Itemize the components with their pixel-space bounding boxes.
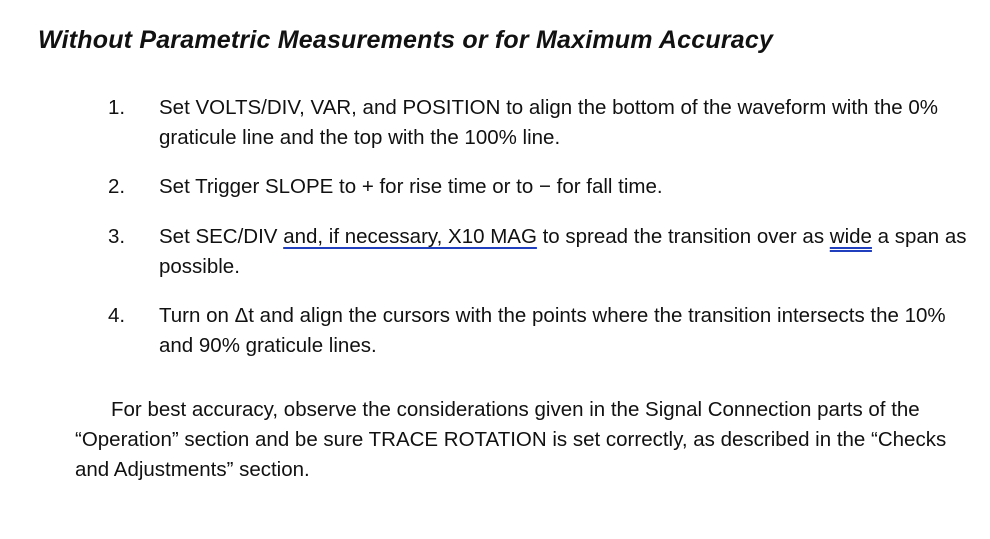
step-number: 4. bbox=[108, 304, 126, 327]
step-1 bbox=[108, 93, 968, 153]
step-4 bbox=[108, 301, 968, 361]
section-heading: Without Parametric Measurements or for Maximum Accuracy bbox=[38, 26, 774, 54]
step-2 bbox=[108, 172, 968, 202]
step-text: Turn on Δt and align the cursors with the points where the transition intersects the 10% and 90% graticule lines. bbox=[159, 304, 946, 357]
step-text: Set Trigger SLOPE to + for rise time or to − for fall time. bbox=[159, 175, 663, 198]
step-number: 2. bbox=[108, 175, 126, 198]
step-text: Set VOLTS/DIV, VAR, and POSITION to align the bottom of the waveform with the 0% graticule line and the top with the 100% line. bbox=[159, 96, 938, 149]
step-text-after: a span as possible. bbox=[159, 225, 967, 278]
underlined-phrase: and, if necessary, X10 MAG bbox=[283, 225, 537, 248]
step-text-before: Set SEC/DIV bbox=[159, 225, 284, 248]
double-underlined-word: wide bbox=[829, 225, 872, 248]
step-text bbox=[159, 222, 968, 282]
procedure-steps bbox=[108, 93, 968, 380]
step-text-middle: to spread the transition over as bbox=[536, 225, 830, 248]
step-number: 1. bbox=[108, 96, 126, 119]
accuracy-note-paragraph: For best accuracy, observe the considerations given in the Signal Connection parts of the “Operation” section and be sure TRACE ROTATION is set correctly, as described in the “Checks and Adjustments” section. bbox=[75, 398, 947, 481]
step-number: 3. bbox=[108, 225, 126, 248]
step-3 bbox=[108, 222, 968, 282]
